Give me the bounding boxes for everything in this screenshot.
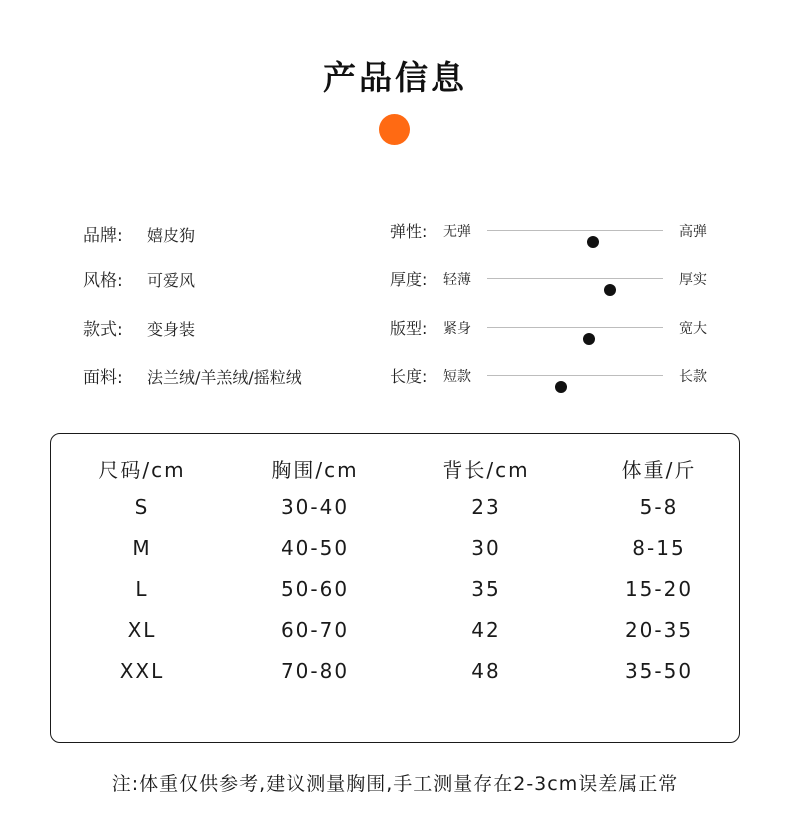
scale-min-label: 轻薄: [443, 272, 471, 288]
table-cell: 50-60: [280, 577, 350, 601]
scale-label: 弹性:: [390, 222, 428, 241]
scale-label: 厚度:: [390, 270, 428, 289]
table-cell: XL: [127, 618, 157, 642]
footnote: 注:体重仅供参考,建议测量胸围,手工测量存在2-3cm误差属正常: [111, 773, 679, 795]
table-cell: 35: [471, 577, 501, 601]
table-cell: 40-50: [280, 536, 350, 560]
info-label: 款式:: [83, 320, 123, 340]
scale-elasticity: [390, 219, 720, 243]
info-label: 品牌:: [83, 226, 123, 246]
scale-label: 长度:: [390, 367, 428, 386]
page-title: 产品信息: [323, 58, 467, 97]
scale-thickness: [390, 267, 720, 291]
scale-track: [487, 278, 663, 279]
info-row-fabric: [83, 363, 302, 387]
table-row: [51, 618, 741, 648]
table-row: [51, 577, 741, 607]
info-label: 风格:: [83, 271, 123, 291]
table-cell: 20-35: [624, 618, 694, 642]
scale-length: [390, 364, 720, 388]
table-header-cell: 胸围/cm: [271, 458, 359, 482]
table-cell: 60-70: [280, 618, 350, 642]
table-cell: XXL: [119, 659, 165, 683]
table-row: [51, 659, 741, 689]
scale-fit: [390, 316, 720, 340]
table-cell: 15-20: [624, 577, 694, 601]
table-cell: 70-80: [280, 659, 350, 683]
table-cell: 48: [471, 659, 501, 683]
info-value: 变身装: [147, 320, 196, 339]
table-cell: 30-40: [280, 495, 350, 519]
info-row-brand: [83, 221, 195, 245]
scale-min-label: 短款: [443, 369, 471, 385]
table-cell: L: [135, 577, 149, 601]
scale-knob: [587, 236, 599, 248]
scale-track: [487, 375, 663, 376]
scale-track: [487, 327, 663, 328]
accent-dot: [379, 114, 410, 145]
scale-max-label: 宽大: [679, 321, 707, 337]
table-row: [51, 495, 741, 525]
size-table: [50, 433, 740, 743]
table-cell: 5-8: [639, 495, 679, 519]
scale-knob: [555, 381, 567, 393]
info-row-design: [83, 315, 195, 339]
table-header-cell: 背长/cm: [442, 458, 530, 482]
scale-max-label: 厚实: [679, 272, 707, 288]
table-cell: S: [134, 495, 150, 519]
table-header-row: [51, 454, 741, 484]
scale-label: 版型:: [390, 319, 428, 338]
scale-max-label: 长款: [679, 369, 707, 385]
info-row-style: [83, 266, 195, 290]
info-value: 法兰绒/羊羔绒/摇粒绒: [147, 368, 302, 387]
scale-max-label: 高弹: [679, 224, 707, 240]
table-header-cell: 尺码/cm: [98, 458, 186, 482]
info-value: 嬉皮狗: [147, 226, 196, 245]
table-cell: 30: [471, 536, 501, 560]
table-cell: 23: [471, 495, 501, 519]
scale-min-label: 紧身: [443, 321, 471, 337]
scale-track: [487, 230, 663, 231]
table-row: [51, 536, 741, 566]
table-cell: 8-15: [632, 536, 686, 560]
scale-knob: [604, 284, 616, 296]
table-cell: 35-50: [624, 659, 694, 683]
scale-min-label: 无弹: [443, 224, 471, 240]
scale-knob: [583, 333, 595, 345]
table-cell: 42: [471, 618, 501, 642]
info-label: 面料:: [83, 368, 123, 388]
table-cell: M: [132, 536, 152, 560]
info-value: 可爱风: [147, 271, 196, 290]
table-header-cell: 体重/斤: [621, 458, 697, 482]
